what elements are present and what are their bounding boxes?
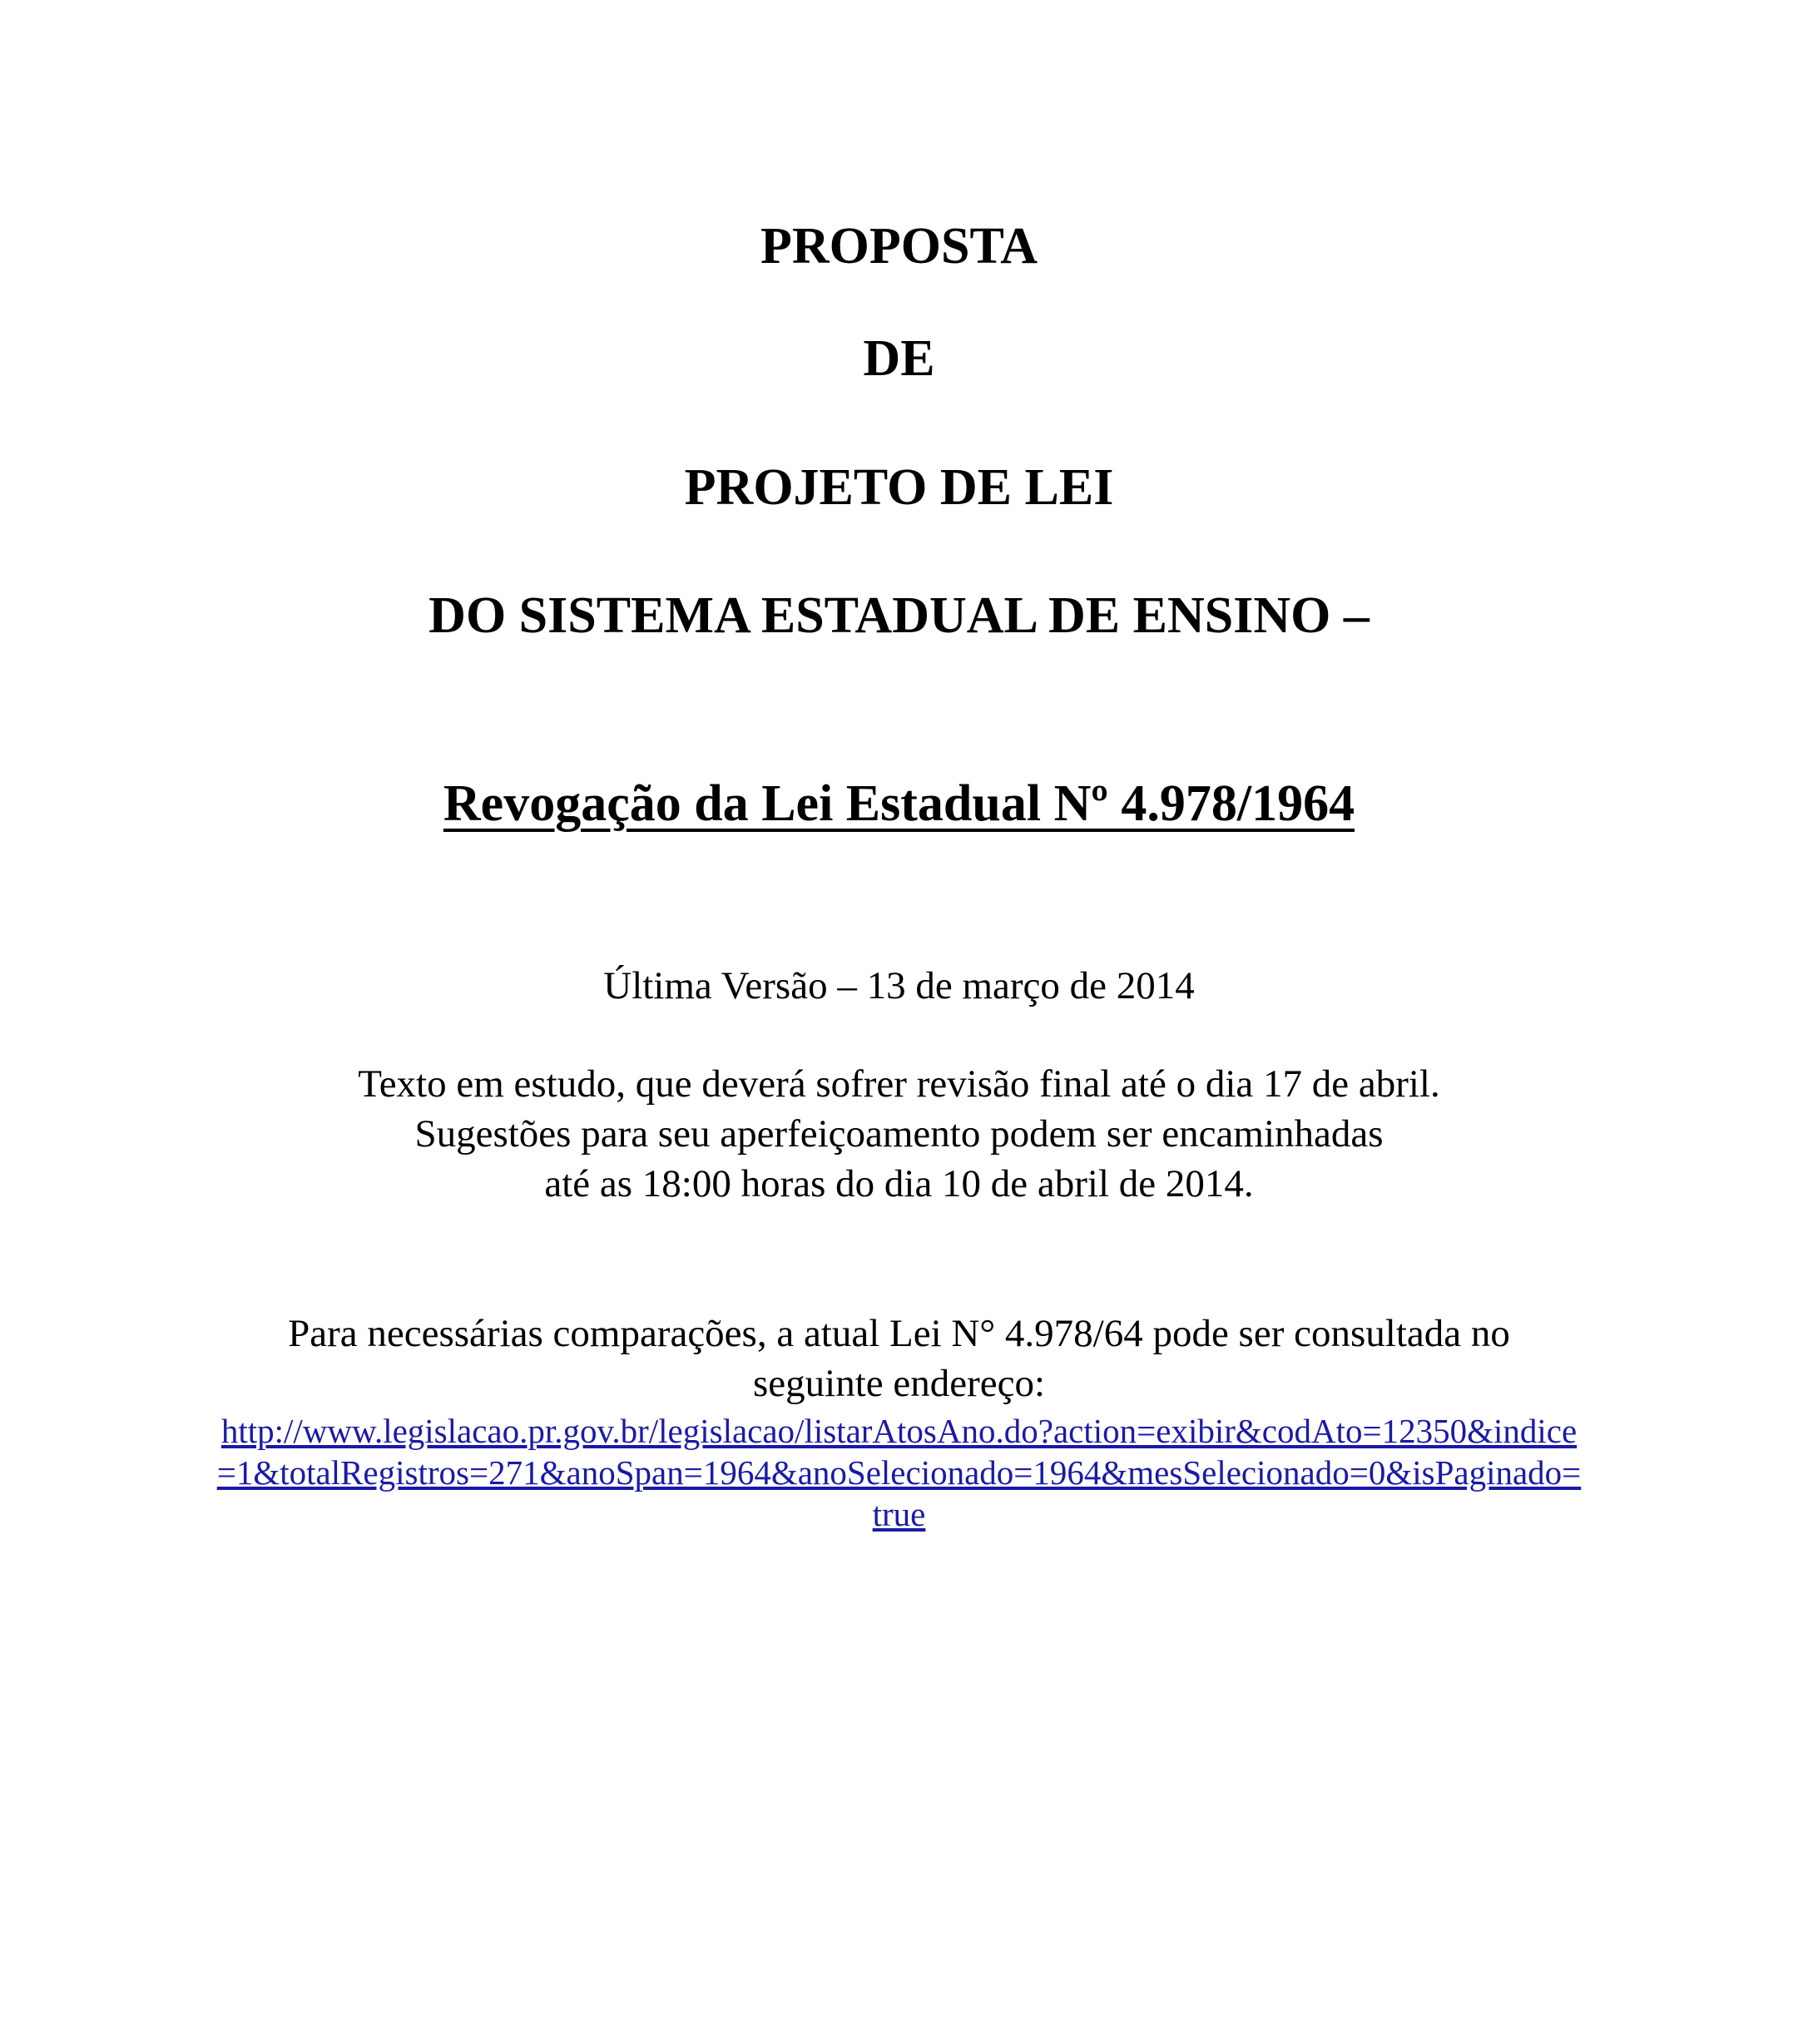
notice-line-3: até as 18:00 horas do dia 10 de abril de 2014. [544,1162,1254,1205]
law-link-part-2[interactable]: =1&totalRegistros=271&anoSpan=1964&anoSelecionado=1964&mesSelecionado=0&isPaginado= [216,1453,1582,1492]
law-link-line-2 [0,1454,1798,1492]
law-link-part-1[interactable]: http://www.legislacao.pr.gov.br/legislacao/listarAtosAno.do?action=exibir&codAto=12350&indice [220,1412,1578,1450]
subtitle-revogacao [0,775,1798,832]
title-line-de: DE [863,330,935,387]
notice-line-1: Texto em estudo, que deverá sofrer revisão final até o dia 17 de abril. [358,1062,1440,1106]
title-line-sistema-estadual: DO SISTEMA ESTADUAL DE ENSINO – [428,587,1370,644]
reference-line-1: Para necessárias comparações, a atual Lei N° 4.978/64 pode ser consultada no [288,1312,1510,1355]
subtitle-text: Revogação da Lei Estadual Nº 4.978/1964 [443,775,1355,832]
law-link-part-3[interactable]: true [872,1495,926,1533]
law-link-line-3 [0,1496,1798,1533]
reference-line-2: seguinte endereço: [752,1362,1046,1405]
title-line-proposta: PROPOSTA [760,218,1038,275]
title-line-projeto-de-lei: PROJETO DE LEI [684,459,1114,516]
notice-line-2: Sugestões para seu aperfeiçoamento podem ser encaminhadas [414,1112,1384,1156]
version-line: Última Versão – 13 de março de 2014 [603,964,1195,1007]
law-link-line-1 [0,1413,1798,1450]
